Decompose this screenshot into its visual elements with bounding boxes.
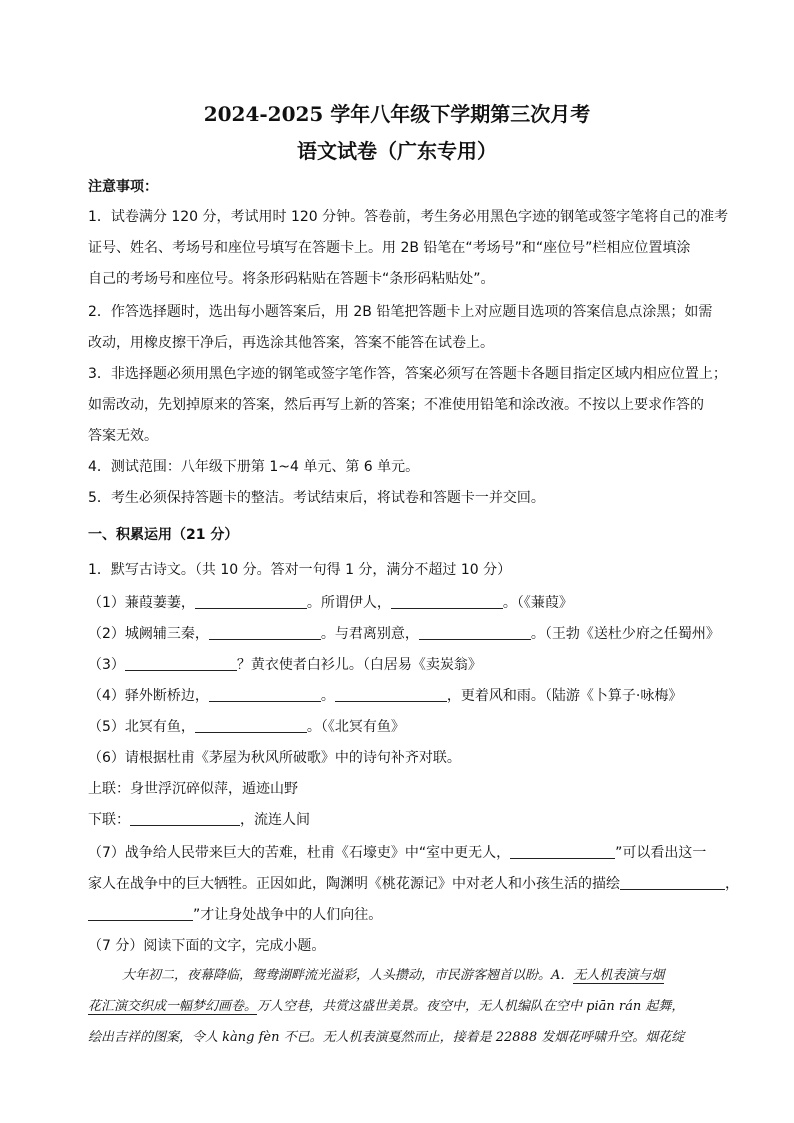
- answer-blank[interactable]: [209, 625, 321, 640]
- question-1-intro: 1．默写古诗文。（共 10 分。答对一句得 1 分，满分不超过 10 分）: [88, 562, 512, 578]
- answer-blank[interactable]: [419, 625, 531, 640]
- answer-blank[interactable]: [195, 594, 307, 609]
- question-1-item-7: （7）战争给人民带来巨大的苦难，杜甫《石壕吏》中“室中更无人， ”可以看出这一: [88, 845, 707, 861]
- question-1-item-2: （2）城阙辅三秦， 。与君离别意， 。（王勃《送杜少府之任蜀州》: [88, 626, 720, 642]
- notes-line: 3．非选择题必须用黑色字迹的钢笔或签字笔作答，答案必须写在答题卡各题目指定区域内相应位置上；: [88, 366, 727, 382]
- exam-title: 2024-2025 学年八年级下学期第三次月考: [203, 102, 591, 126]
- notes-line: 4．测试范围：八年级下册第 1~4 单元、第 6 单元。: [88, 459, 420, 475]
- answer-blank[interactable]: [130, 811, 240, 826]
- notes-heading: 注意事项：: [88, 179, 158, 195]
- notes-line: 答案无效。: [88, 428, 158, 444]
- answer-blank[interactable]: [510, 844, 615, 859]
- question-1-item-6: （6）请根据杜甫《茅屋为秋风所破歌》中的诗句补齐对联。: [88, 750, 461, 766]
- section-heading: 一、积累运用（21 分）: [88, 527, 239, 543]
- answer-blank[interactable]: [391, 594, 503, 609]
- passage-line: 大年初二，夜幕降临，鸳鸯湖畔流光溢彩，人头攒动，市民游客翘首以盼。A．无人机表演与烟: [122, 968, 665, 983]
- question-1-item-3: （3） ？黄衣使者白衫儿。（白居易《卖炭翁》: [88, 657, 482, 673]
- question-1-item-5: （5）北冥有鱼， 。（《北冥有鱼》: [88, 719, 405, 735]
- passage-line: 花汇演交织成一幅梦幻画卷。万人空巷，共赏这盛世美景。夜空中，无人机编队在空中 piān rán 起舞，: [88, 999, 685, 1014]
- question-1-item-4: （4）驿外断桥边， 。 ，更着风和雨。（陆游《卜算子·咏梅》: [88, 688, 683, 704]
- underlined-sentence-a: 无人机表演与烟: [573, 968, 665, 983]
- answer-blank[interactable]: [209, 687, 321, 702]
- notes-line: 5．考生必须保持答题卡的整洁。考试结束后，将试卷和答题卡一并交回。: [88, 490, 545, 506]
- answer-blank[interactable]: [195, 718, 307, 733]
- underlined-sentence-a-cont: 花汇演交织成一幅梦幻画卷。: [88, 999, 258, 1014]
- question-1-item-1: （1）蒹葭萋萋， 。所谓伊人， 。（《蒹葭》: [88, 595, 573, 611]
- couplet-lower: 下联： ，流连人间: [88, 812, 310, 828]
- passage-line: 绘出吉祥的图案，令人 kàng fèn 不已。无人机表演戛然而止，接着是 22888 发烟花呼啸升空。烟花绽: [88, 1030, 685, 1045]
- answer-blank[interactable]: [125, 656, 237, 671]
- answer-blank[interactable]: [335, 687, 447, 702]
- notes-line: 2．作答选择题时，选出每小题答案后，用 2B 铅笔把答题卡上对应题目选项的答案信息点涂黑；如需: [88, 304, 713, 320]
- notes-line: 改动，用橡皮擦干净后，再选涂其他答案，答案不能答在试卷上。: [88, 335, 494, 351]
- answer-blank[interactable]: [620, 875, 725, 890]
- question-2-intro: （7 分）阅读下面的文字，完成小题。: [88, 938, 326, 954]
- couplet-upper: 上联：身世浮沉碎似萍，遁迹山野: [88, 781, 298, 797]
- question-1-item-7-end: ”才让身处战争中的人们向往。: [88, 906, 382, 924]
- notes-line: 自己的考场号和座位号。将条形码粘贴在答题卡“条形码粘贴处”。: [88, 271, 495, 287]
- exam-subtitle: 语文试卷（广东专用）: [297, 139, 497, 163]
- question-1-item-7-cont: 家人在战争中的巨大牺牲。正因如此，陶渊明《桃花源记》中对老人和小孩生活的描绘 ，: [88, 876, 739, 892]
- answer-blank[interactable]: [88, 906, 193, 921]
- notes-line: 证号、姓名、考场号和座位号填写在答题卡上。用 2B 铅笔在“考场号”和“座位号”栏相应位置填涂: [88, 240, 691, 256]
- notes-line: 1．试卷满分 120 分，考试用时 120 分钟。答卷前，考生务必用黑色字迹的钢笔或签字笔将自己的准考: [88, 209, 729, 225]
- notes-line: 如需改动，先划掉原来的答案，然后再写上新的答案；不准使用铅笔和涂改液。不按以上要求作答的: [88, 397, 704, 413]
